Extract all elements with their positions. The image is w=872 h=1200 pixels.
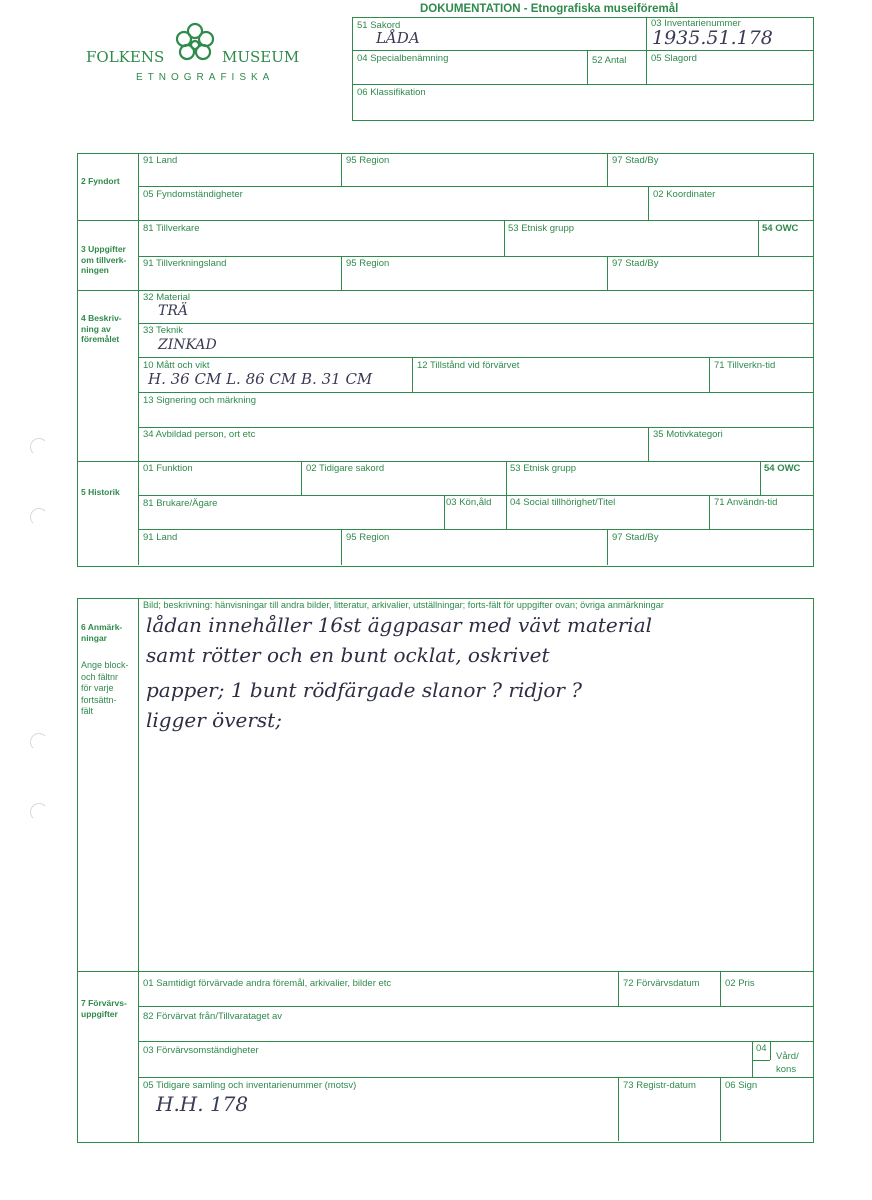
fyndort-95-label: 95 Region bbox=[346, 155, 390, 166]
punch-hole bbox=[30, 803, 48, 821]
tillv-81-label: 81 Tillverkare bbox=[143, 223, 200, 234]
hist-95-label: 95 Region bbox=[346, 532, 390, 543]
section-2-label: 2 Fyndort bbox=[81, 176, 120, 186]
tillv-97-label: 97 Stad/By bbox=[612, 258, 659, 269]
besk-32-label: 32 Material bbox=[143, 292, 190, 303]
forv-05-label: 05 Tidigare samling och inventarienummer (motsv) bbox=[143, 1080, 357, 1091]
hist-01-label: 01 Funktion bbox=[143, 463, 193, 474]
logo-text-folkens: FOLKENS bbox=[86, 48, 165, 66]
punch-hole bbox=[30, 438, 48, 456]
hist-97-label: 97 Stad/By bbox=[612, 532, 659, 543]
tillv-91-label: 91 Tillverkningsland bbox=[143, 258, 227, 269]
fyndort-91-label: 91 Land bbox=[143, 155, 178, 166]
forv-04-label-1: Vård/ bbox=[776, 1051, 799, 1062]
acquisition-block bbox=[77, 971, 814, 1143]
document-title: DOKUMENTATION - Etnografiska museiföremål bbox=[420, 3, 679, 15]
tillv-54-label: 54 OWC bbox=[762, 223, 799, 234]
notes-line-3[interactable]: papper; 1 bunt rödfärgade slanor ? ridjor ? bbox=[146, 678, 583, 702]
hist-54-label: 54 OWC bbox=[764, 463, 801, 474]
hist-02-label: 02 Tidigare sakord bbox=[306, 463, 385, 474]
besk-32-value[interactable]: TRÄ bbox=[158, 303, 188, 319]
forv-01-label: 01 Samtidigt förvärvade andra föremål, arkivalier, bilder etc bbox=[143, 978, 392, 989]
punch-hole bbox=[30, 508, 48, 526]
besk-34-label: 34 Avbildad person, ort etc bbox=[143, 429, 256, 440]
field-06-label: 06 Klassifikation bbox=[357, 87, 426, 98]
field-04-label: 04 Specialbenämning bbox=[357, 53, 449, 64]
hist-53-label: 53 Etnisk grupp bbox=[510, 463, 577, 474]
field-03-value[interactable]: 1935.51.178 bbox=[652, 27, 773, 49]
tillv-95-label: 95 Region bbox=[346, 258, 390, 269]
forv-05-value[interactable]: H.H. 178 bbox=[156, 1092, 249, 1116]
forv-72-label: 72 Förvärvsdatum bbox=[623, 978, 700, 989]
hist-91-label: 91 Land bbox=[143, 532, 178, 543]
forv-04-label-2: kons bbox=[776, 1064, 797, 1075]
besk-10-label: 10 Mått och vikt bbox=[143, 360, 210, 371]
notes-line-4[interactable]: ligger överst; bbox=[146, 708, 282, 732]
fyndort-05-label: 05 Fyndomständigheter bbox=[143, 189, 243, 200]
forv-02-label: 02 Pris bbox=[725, 978, 755, 989]
fyndort-97-label: 97 Stad/By bbox=[612, 155, 659, 166]
hist-71-label: 71 Användn-tid bbox=[714, 497, 778, 508]
forv-73-label: 73 Registr-datum bbox=[623, 1080, 696, 1091]
forv-03-label: 03 Förvärvsomständigheter bbox=[143, 1045, 259, 1056]
field-52-label: 52 Antal bbox=[592, 55, 627, 66]
section-6-label: 6 Anmärk- ningar bbox=[81, 622, 123, 643]
field-05-label: 05 Slagord bbox=[651, 53, 697, 64]
logo-subtitle: ETNOGRAFISKA bbox=[136, 72, 275, 83]
besk-35-label: 35 Motivkategori bbox=[653, 429, 723, 440]
section-6-instructions: Ange block- och fältnr för varje fortsättn- fält bbox=[81, 660, 129, 717]
field-03-label: 03 Inventarienummer bbox=[651, 18, 741, 29]
hist-03-label: 03 Kön,åld bbox=[446, 497, 492, 508]
hist-81-label: 81 Brukare/Ägare bbox=[143, 498, 218, 509]
besk-12-label: 12 Tillstånd vid förvärvet bbox=[417, 360, 520, 371]
besk-13-label: 13 Signering och märkning bbox=[143, 395, 257, 406]
notes-line-2[interactable]: samt rötter och en bunt ocklat, oskrivet bbox=[146, 643, 550, 667]
logo-text-museum: MUSEUM bbox=[222, 48, 300, 66]
section-4-label: 4 Beskriv- ning av föremålet bbox=[81, 313, 122, 345]
fyndort-02-label: 02 Koordinater bbox=[653, 189, 716, 200]
forv-82-label: 82 Förvärvat från/Tillvarataget av bbox=[143, 1011, 283, 1022]
forv-04-num: 04 bbox=[756, 1043, 767, 1054]
field-51-label: 51 Sakord bbox=[357, 20, 401, 31]
section-5-label: 5 Historik bbox=[81, 487, 120, 497]
besk-33-label: 33 Teknik bbox=[143, 325, 183, 336]
hist-04-label: 04 Social tillhörighet/Titel bbox=[510, 497, 616, 508]
besk-71-label: 71 Tillverkn-tid bbox=[714, 360, 776, 371]
forv-06-label: 06 Sign bbox=[725, 1080, 758, 1091]
museum-logo bbox=[86, 20, 310, 90]
notes-line-1[interactable]: lådan innehåller 16st äggpasar med vävt material bbox=[146, 613, 653, 637]
section-7-label: 7 Förvärvs- uppgifter bbox=[81, 998, 127, 1019]
besk-33-value[interactable]: ZINKAD bbox=[158, 337, 217, 353]
field-51-value[interactable]: LÅDA bbox=[376, 29, 420, 47]
punch-hole bbox=[30, 733, 48, 751]
besk-10-value[interactable]: H. 36 CM L. 86 CM B. 31 CM bbox=[148, 370, 373, 388]
logo-emblem-icon bbox=[170, 20, 220, 70]
section-3-label: 3 Uppgifter om tillverk- ningen bbox=[81, 244, 127, 276]
tillv-53-label: 53 Etnisk grupp bbox=[508, 223, 575, 234]
notes-header: Bild; beskrivning: hänvisningar till andra bilder, litteratur, arkivalier, utställningar; forts-fält för uppgifter ovan; övriga anmärkningar bbox=[143, 600, 664, 610]
